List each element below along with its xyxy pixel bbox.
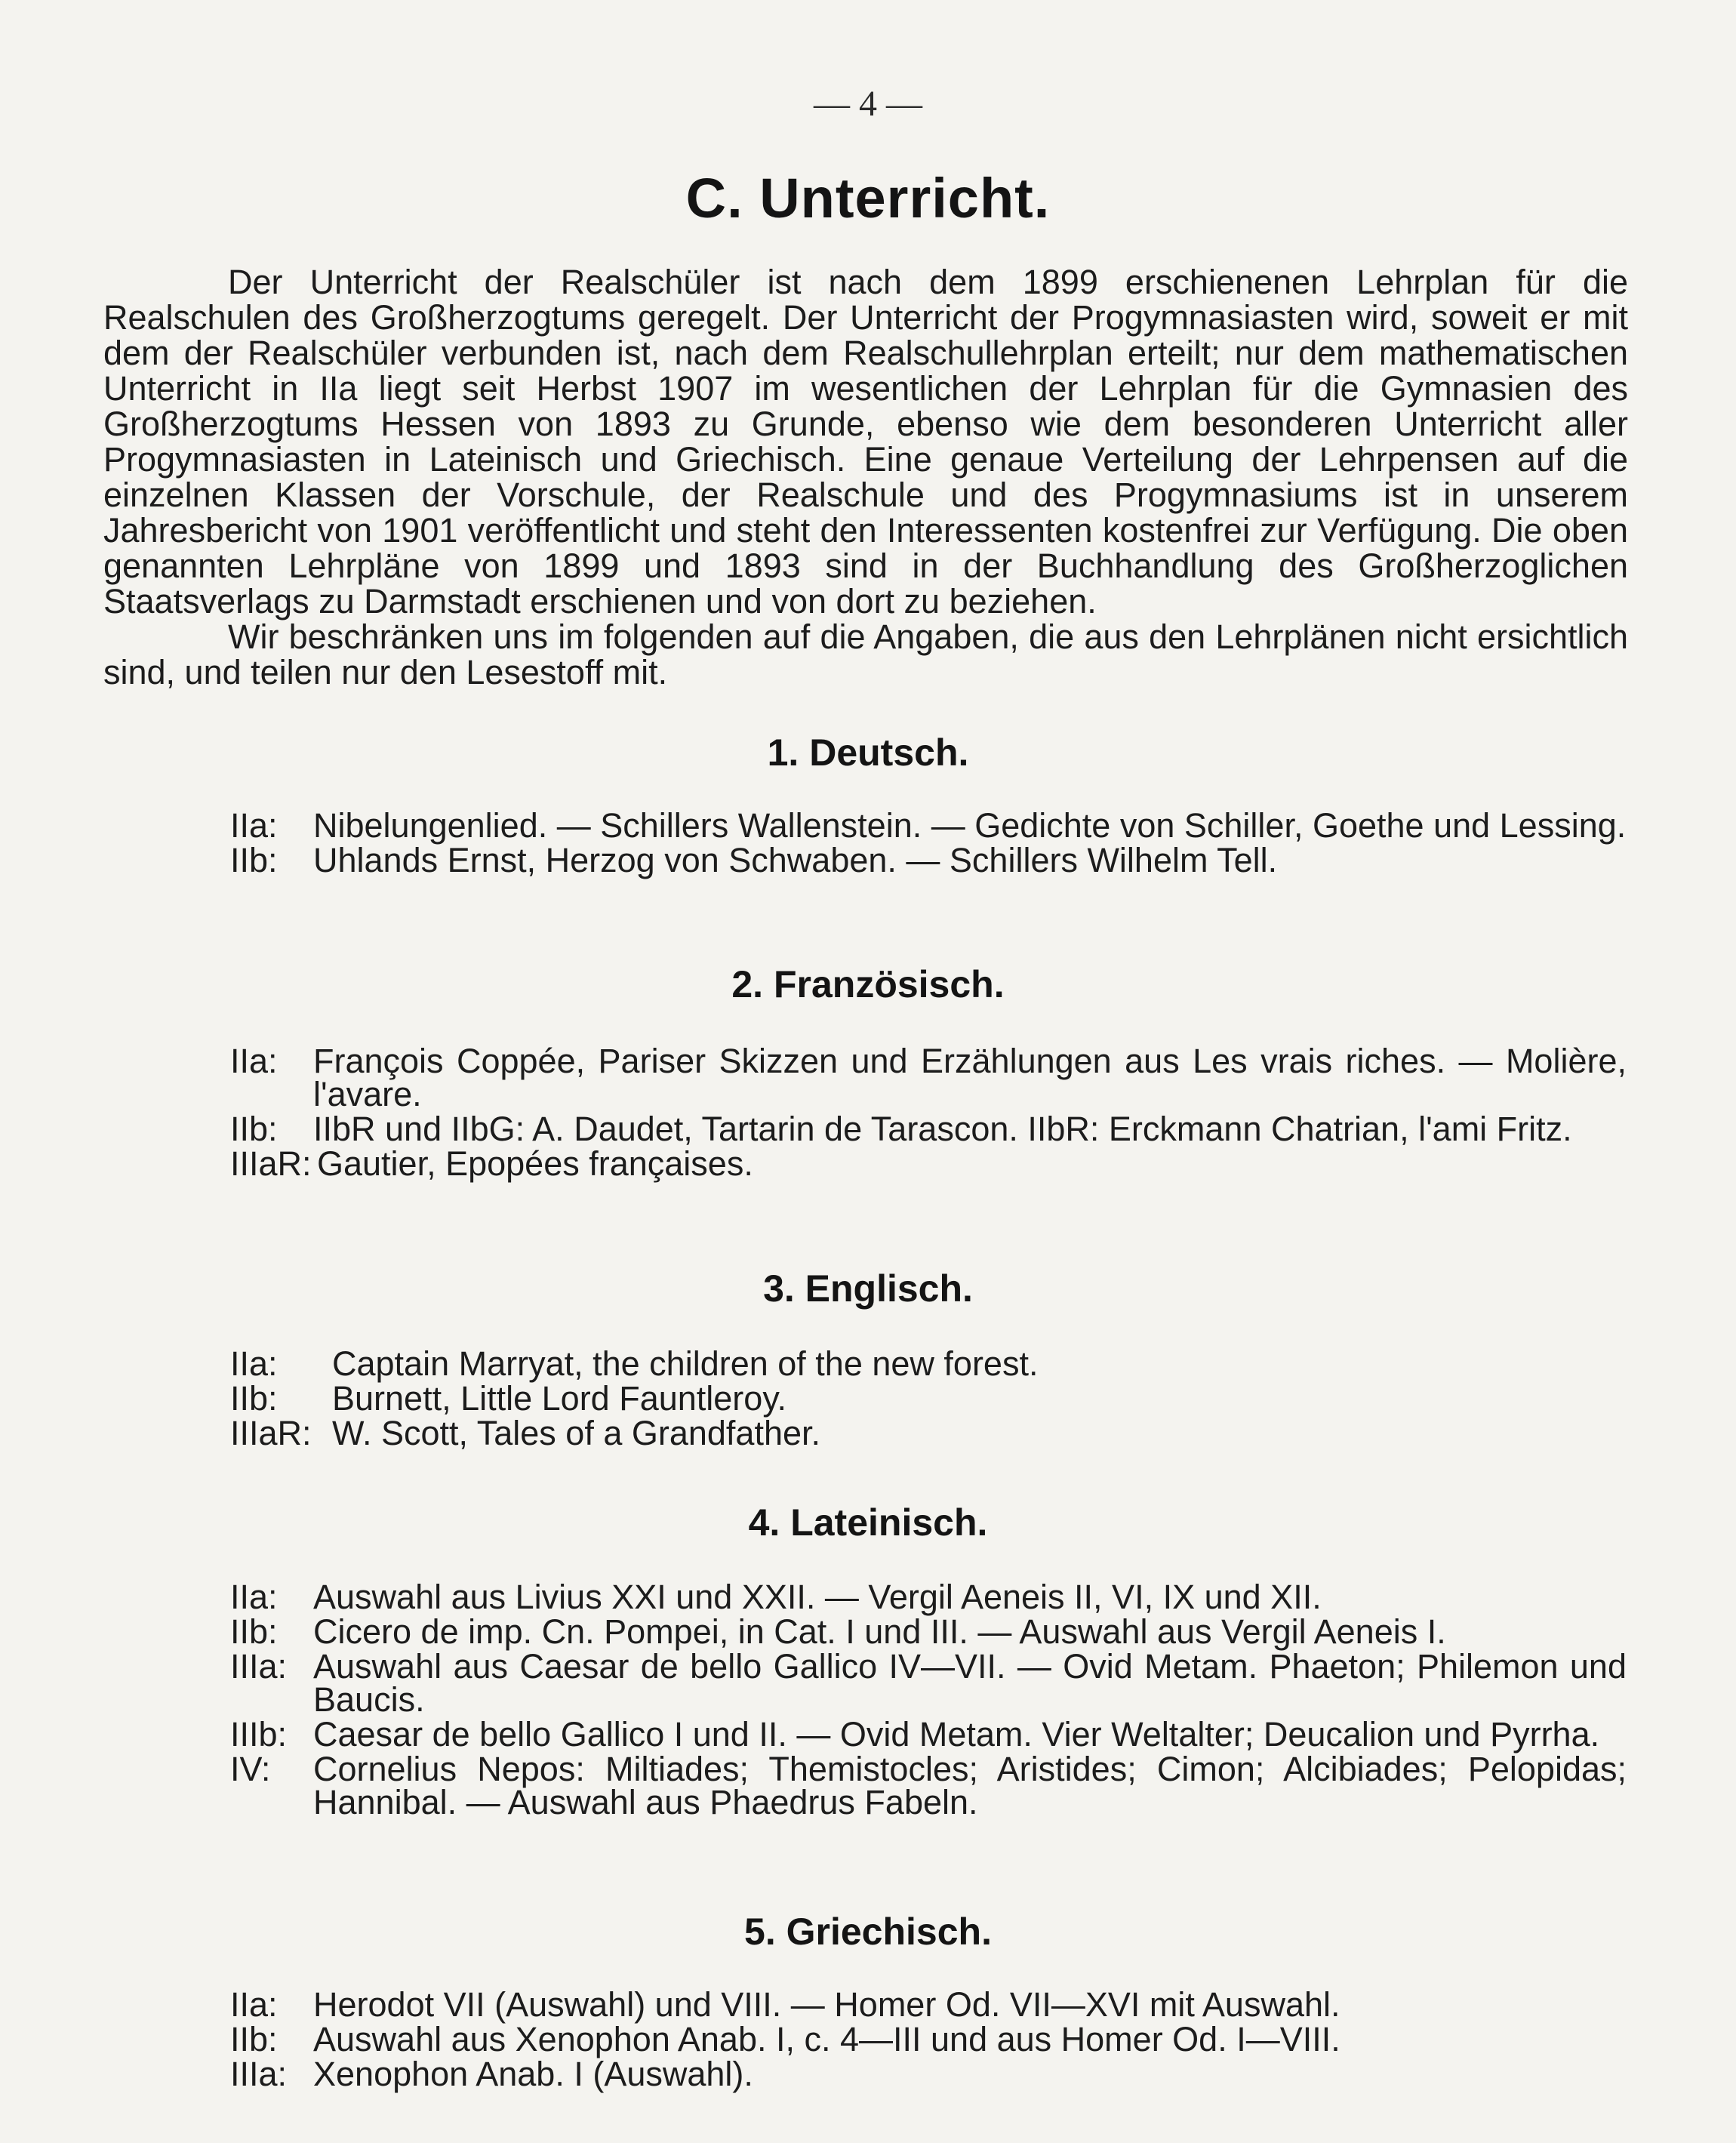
list-item [230, 806, 1627, 845]
page-number: — 4 — [814, 84, 922, 124]
class-label: IIa: [230, 1042, 278, 1080]
class-label: IIb: [230, 1110, 278, 1148]
reading-text: IIbR und IIbG: A. Daudet, Tartarin de Tarascon. IIbR: Erckmann Chatrian, l'ami Fritz. [313, 1110, 1572, 1148]
intro-paragraph: Der Unterricht der Realschüler ist nach dem 1899 erschienenen Lehrplan für die Realschulen des Großherzogtums geregelt. Der Unterricht der Progymnasiasten wird, soweit er mit dem der Realschüler verbunden ist, nach dem Realschullehrplan erteilt; nur dem mathematischen Unterricht in IIa liegt seit Herbst 1907 im wesentlichen der Lehrplan für die Gymnasien des Großherzogtums Hessen von 1893 zu Grunde, ebenso wie dem besonderen Unterricht aller Progymnasiasten in Lateinisch und Griechisch. Eine genaue Verteilung der Lehrpensen auf die einzelnen Klassen der Vorschule, der Realschule und des Progymnasiums ist in unserem Jahresbericht von 1901 veröffentlicht und steht den Interessenten kostenfrei zur Verfügung. Die oben genannten Lehrpläne von 1899 und 1893 sind in der Buchhandlung des Großherzoglichen Staatsverlags zu Darmstadt erschienen und von dort zu beziehen. [103, 263, 1628, 620]
list-item [230, 2020, 1627, 2058]
class-label: IIb: [230, 2020, 278, 2058]
intro-paragraph: Wir beschränken uns im folgenden auf die Angaben, die aus den Lehrplänen nicht ersichtlich sind, und teilen nur den Lesestoff mit. [103, 617, 1628, 691]
reading-text: François Coppée, Pariser Skizzen und Erzählungen aus Les vrais riches. — Molière, l'avare. [313, 1042, 1627, 1113]
class-label: IIa: [230, 1578, 278, 1616]
section-heading-lateinisch: 4. Lateinisch. [748, 1501, 988, 1544]
reading-text: Cornelius Nepos: Miltiades; Themistocles; Aristides; Cimon; Alcibiades; Pelopidas; Hannibal. — Auswahl aus Phaedrus Fabeln. [313, 1750, 1627, 1821]
section-heading-deutsch: 1. Deutsch. [767, 731, 969, 774]
list-item [230, 1414, 1627, 1452]
section-deutsch-list [230, 806, 1627, 879]
section-heading-franzoesisch: 2. Französisch. [731, 963, 1005, 1005]
section-englisch-list [230, 1344, 1627, 1452]
class-label: IIIaR: [230, 1144, 312, 1183]
reading-text: Caesar de bello Gallico I und II. — Ovid Metam. Vier Weltalter; Deucalion und Pyrrha. [313, 1715, 1600, 1754]
list-item [230, 1110, 1627, 1148]
class-label: IIa: [230, 1344, 278, 1383]
list-item [230, 1750, 1627, 1821]
list-item [230, 1647, 1627, 1719]
list-item [230, 1985, 1627, 2024]
intro-text [103, 264, 1628, 690]
list-item [230, 1379, 1627, 1418]
section-griechisch-list [230, 1985, 1627, 2093]
class-label: IIb: [230, 1379, 278, 1418]
reading-text: Uhlands Ernst, Herzog von Schwaben. — Schillers Wilhelm Tell. [313, 841, 1278, 879]
class-label: IIb: [230, 1612, 278, 1651]
list-item [230, 2055, 1627, 2093]
class-label: IIIb: [230, 1715, 288, 1754]
list-item [230, 1715, 1627, 1754]
page-title: C. Unterricht. [685, 167, 1051, 229]
reading-text: Burnett, Little Lord Fauntleroy. [332, 1379, 786, 1418]
section-lateinisch-list [230, 1578, 1627, 1821]
reading-text: Nibelungenlied. — Schillers Wallenstein. — Gedichte von Schiller, Goethe und Lessing. [313, 806, 1627, 845]
reading-text: Cicero de imp. Cn. Pompei, in Cat. I und III. — Auswahl aus Vergil Aeneis I. [313, 1612, 1446, 1651]
reading-text: Captain Marryat, the children of the new forest. [332, 1344, 1039, 1383]
section-franzoesisch-list [230, 1042, 1627, 1183]
list-item [230, 1612, 1627, 1651]
list-item [230, 1042, 1627, 1113]
reading-text: Gautier, Epopées françaises. [317, 1144, 753, 1183]
section-heading-englisch: 3. Englisch. [763, 1267, 973, 1310]
list-item [230, 1344, 1627, 1383]
reading-text: W. Scott, Tales of a Grandfather. [332, 1414, 821, 1452]
reading-text: Xenophon Anab. I (Auswahl). [313, 2055, 753, 2093]
reading-text: Auswahl aus Caesar de bello Gallico IV—VII. — Ovid Metam. Phaeton; Philemon und Baucis. [313, 1647, 1627, 1719]
class-label: IIIa: [230, 1647, 288, 1686]
class-label: IIb: [230, 841, 278, 879]
list-item [230, 841, 1627, 879]
reading-text: Auswahl aus Xenophon Anab. I, c. 4—III und aus Homer Od. I—VIII. [313, 2020, 1340, 2058]
section-heading-griechisch: 5. Griechisch. [744, 1911, 992, 1953]
class-label: IIa: [230, 806, 278, 845]
class-label: IIIa: [230, 2055, 288, 2093]
reading-text: Herodot VII (Auswahl) und VIII. — Homer Od. VII—XVI mit Auswahl. [313, 1985, 1340, 2024]
class-label: IIIaR: [230, 1414, 312, 1452]
list-item [230, 1578, 1627, 1616]
class-label: IIa: [230, 1985, 278, 2024]
class-label: IV: [230, 1750, 271, 1788]
reading-text: Auswahl aus Livius XXI und XXII. — Vergil Aeneis II, VI, IX und XII. [313, 1578, 1322, 1616]
list-item [230, 1144, 1627, 1183]
